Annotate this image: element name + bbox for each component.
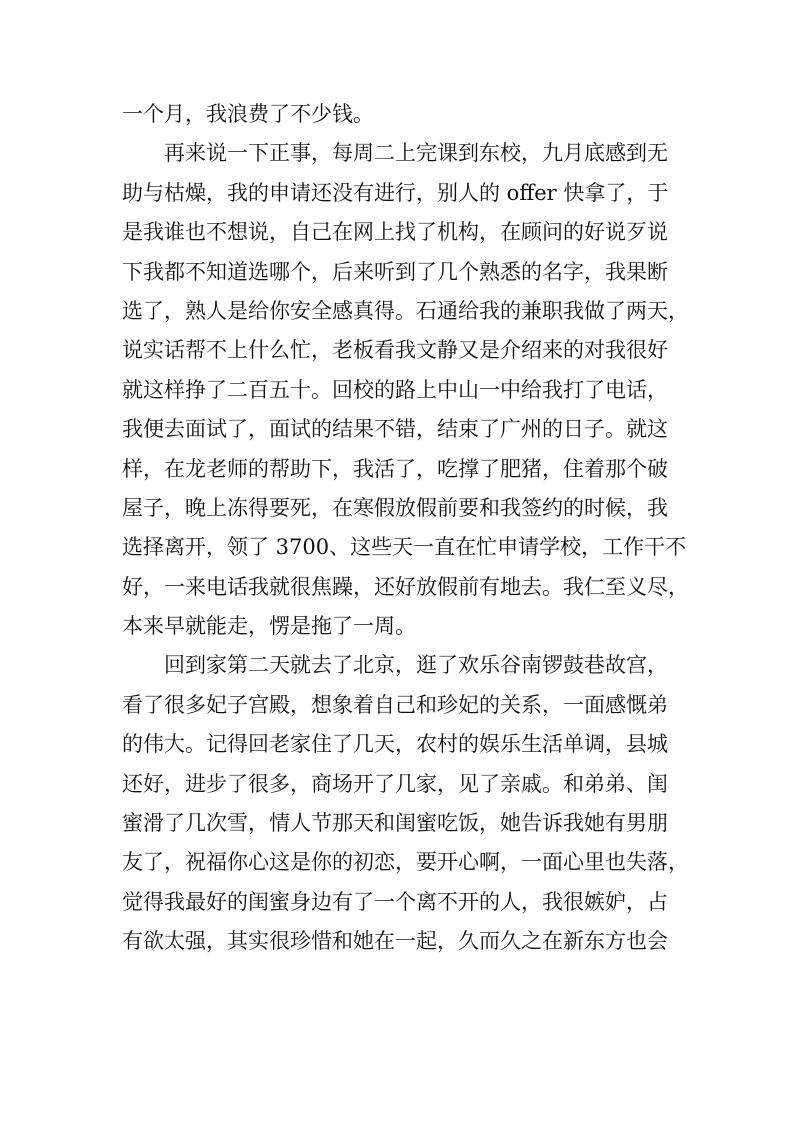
- paragraph-start-line: 回到家第二天就去了北京，逛了欢乐谷南锣鼓巷故宫，: [164, 653, 668, 678]
- text-line: 有欲太强，其实很珍惜和她在一起，久而久之在新东方也会: [122, 929, 668, 954]
- text-line: 选择离开，领了 3700、这些天一直在忙申请学校，工作干不: [122, 535, 687, 560]
- paragraph-start-line: 再来说一下正事，每周二上完课到东校，九月底感到无: [164, 141, 668, 166]
- text-line: 觉得我最好的闺蜜身边有了一个离不开的人，我很嫉妒，占: [122, 889, 668, 914]
- text-line: 蜜滑了几次雪，情人节那天和闺蜜吃饭，她告诉我她有男朋: [122, 811, 668, 836]
- text-line: 是我谁也不想说，自己在网上找了机构，在顾问的好说歹说: [122, 220, 668, 245]
- text-line: 一个月，我浪费了不少钱。: [122, 102, 374, 126]
- text-line: 好，一来电话我就很焦躁，还好放假前有地去。我仁至义尽，: [122, 574, 689, 599]
- text-line: 本来早就能走，愣是拖了一周。: [122, 614, 416, 639]
- text-line: 助与枯燥，我的申请还没有进行，别人的 offer 快拿了，于: [122, 180, 669, 205]
- text-line: 说实话帮不上什么忙，老板看我文静又是介绍来的对我很好: [122, 338, 668, 363]
- text-line: 下我都不知道选哪个，后来听到了几个熟悉的名字，我果断: [122, 259, 668, 284]
- text-line: 的伟大。记得回老家住了几天，农村的娱乐生活单调，县城: [122, 732, 668, 757]
- text-line: 样，在龙老师的帮助下，我活了，吃撑了肥猪，住着那个破: [122, 456, 668, 481]
- text-line: 就这样挣了二百五十。回校的路上中山一中给我打了电话，: [122, 377, 668, 402]
- text-line: 屋子，晚上冻得要死，在寒假放假前要和我签约的时候，我: [122, 495, 668, 520]
- text-line: 还好，进步了很多，商场开了几家，见了亲戚。和弟弟、闺: [122, 771, 668, 796]
- body-text: [122, 95, 692, 962]
- text-line: 选了，熟人是给你安全感真得。石通给我的兼职我做了两天，: [122, 298, 689, 323]
- text-line: 看了很多妃子宫殿，想象着自己和珍妃的关系，一面感慨弟: [122, 692, 668, 717]
- text-line: 友了，祝福你心这是你的初恋，要开心啊，一面心里也失落，: [122, 850, 689, 875]
- text-line: 我便去面试了，面试的结果不错，结束了广州的日子。就这: [122, 417, 668, 442]
